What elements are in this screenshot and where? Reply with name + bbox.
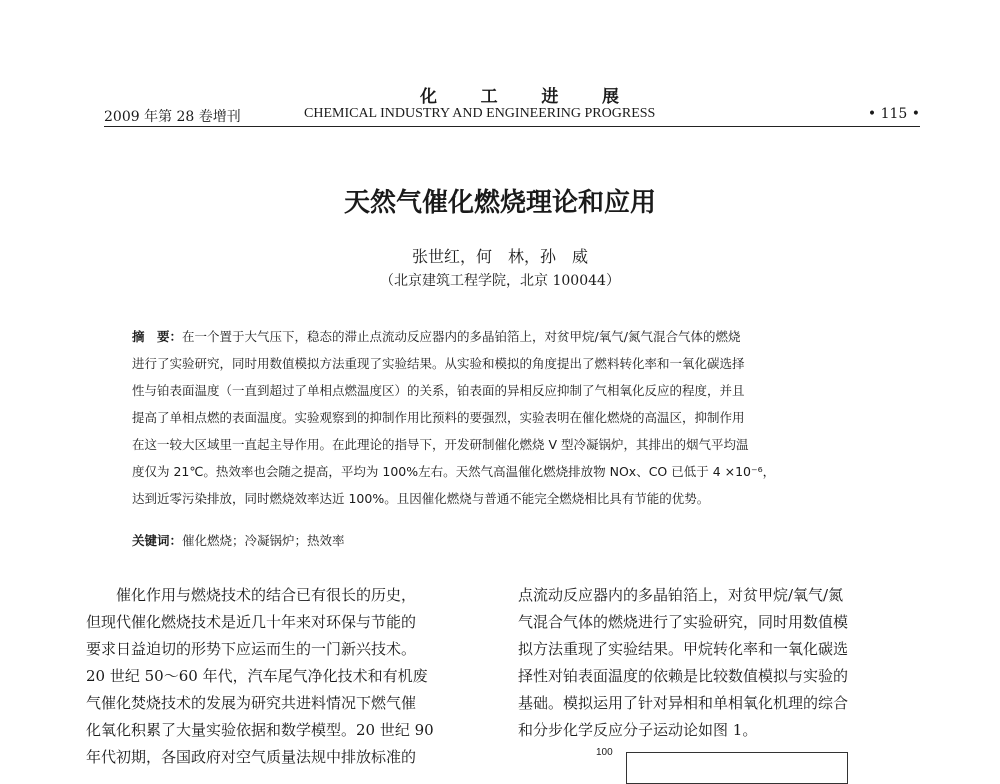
- body-line: 拟方法重现了实验结果。甲烷转化率和一氧化碳选: [518, 640, 849, 658]
- journal-char: 工: [480, 87, 499, 107]
- journal-title-cn: [420, 82, 620, 107]
- journal-char: 进: [541, 87, 560, 107]
- body-line: 要求日益迫切的形势下应运而生的一门新兴技术。: [86, 640, 417, 658]
- body-line: 气催化焚烧技术的发展为研究共进料情况下燃气催: [86, 694, 417, 712]
- abstract-line: 在这一较大区域里一直起主导作用。在此理论的指导下，开发研制催化燃烧 V 型冷凝锅炉，其排出的烟气平均温: [132, 437, 749, 452]
- body-line: 化氧化积累了大量实验依据和数学模型。20 世纪 90: [86, 721, 434, 739]
- keywords-label: 关键词：: [132, 533, 183, 548]
- figure-frame: [626, 752, 848, 784]
- abstract-line: 提高了单相点燃的表面温度。实验观察到的抑制作用比预料的要强烈，实验表明在催化燃烧的高温区，抑制作用: [132, 410, 745, 425]
- body-column-left: [86, 582, 496, 771]
- header-rule: [104, 126, 920, 127]
- body-line: 但现代催化燃烧技术是近几十年来对环保与节能的: [86, 613, 417, 631]
- body-line: 择性对铂表面温度的依赖是比较数值模拟与实验的: [518, 667, 849, 685]
- body-line: 点流动反应器内的多晶铂箔上，对贫甲烷/氧气/氮: [518, 586, 844, 604]
- body-line: 年代初期，各国政府对空气质量法规中排放标准的: [86, 748, 417, 766]
- keywords: [132, 531, 892, 549]
- abstract: [132, 323, 892, 512]
- issue-info: 2009 年第 28 卷增刊: [104, 109, 241, 125]
- abstract-line: 性与铂表面温度（一直到超过了单相点燃温度区）的关系，铂表面的异相反应抑制了气相氧化反应的程度，并且: [132, 383, 745, 398]
- body-line: 气混合气体的燃烧进行了实验研究，同时用数值模: [518, 613, 849, 631]
- body-column-right: [518, 582, 928, 744]
- journal-title-en: CHEMICAL INDUSTRY AND ENGINEERING PROGRESS: [304, 106, 656, 121]
- abstract-line: 进行了实验研究，同时用数值模拟方法重现了实验结果。从实验和模拟的角度提出了燃料转化率和一氧化碳选择: [132, 356, 745, 371]
- abstract-line: 达到近零污染排放，同时燃烧效率达近 100%。且因催化燃烧与普通不能完全燃烧相比具有节能的优势。: [132, 491, 710, 506]
- abstract-text: 在一个置于大气压下，稳态的滞止点流动反应器内的多晶铂箔上，对贫甲烷/氧气/氮气混合气体的燃烧: [182, 329, 741, 344]
- paper-title: 天然气催化燃烧理论和应用: [343, 188, 656, 218]
- body-line: 基础。模拟运用了针对异相和单相氧化机理的综合: [518, 694, 849, 712]
- body-line: 和分步化学反应分子运动论如图 1。: [518, 721, 758, 739]
- body-line: 催化作用与燃烧技术的结合已有很长的历史，: [116, 586, 417, 604]
- abstract-line: 度仅为 21℃。热效率也会随之提高，平均为 100%左右。天然气高温催化燃烧排放物 NOx、CO 已低于 4 ×10⁻⁶，: [132, 464, 776, 479]
- abstract-label: 摘 要：: [132, 329, 183, 344]
- figure-axis-tick: 100: [596, 747, 613, 758]
- abstract-line: [132, 323, 892, 350]
- authors: 张世红，何 林，孙 威: [411, 247, 588, 266]
- journal-char: 展: [601, 87, 620, 107]
- page-number: • 115 •: [867, 106, 920, 122]
- journal-char: 化: [420, 87, 438, 107]
- affiliation: （北京建筑工程学院，北京 100044）: [380, 273, 620, 289]
- keywords-text: 催化燃烧；冷凝锅炉；热效率: [182, 533, 345, 548]
- body-line: 20 世纪 50～60 年代，汽车尾气净化技术和有机废: [86, 667, 428, 685]
